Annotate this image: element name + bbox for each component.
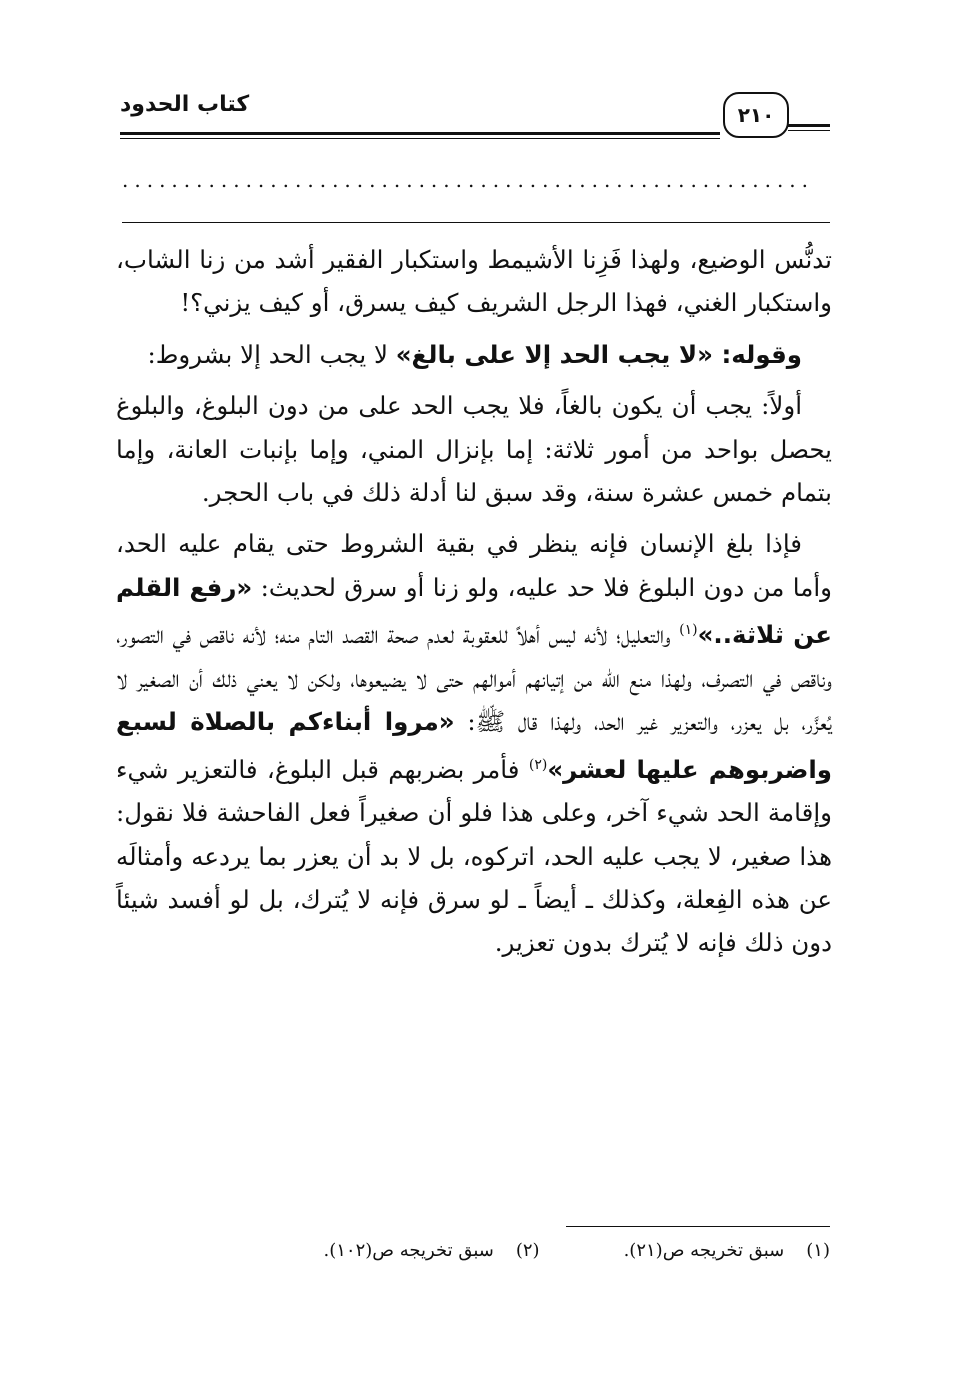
paragraph <box>116 333 832 376</box>
divider <box>122 222 830 223</box>
text: لا يجب الحد إلا بشروط: <box>147 339 396 369</box>
footnotes <box>200 1240 830 1261</box>
paragraph: تدنُّس الوضيع، ولهذا فَزِنا الأشيمط واستكبار الفقير أشد من زنا الشاب، واستكبار الغني، فهذا الرجل الشريف كيف يسرق، أو كيف يزني؟! <box>116 245 832 318</box>
footnote-divider <box>566 1226 830 1227</box>
book-title: كتاب الحدود <box>120 92 250 117</box>
footnote-text: سبق تخريجه ص(١٠٢). <box>323 1240 494 1261</box>
bold-lead: وقوله: <box>712 339 802 369</box>
footnote <box>323 1240 539 1261</box>
header-rule <box>788 124 830 127</box>
text: فأمر بضربهم قبل البلوغ، فالتعزير شيء وإقامة الحد شيء آخر، وعلى هذا فلو أن صغيراً فعل الفاحشة فلا نقول: هذا صغير، لا يجب عليه الحد، اتركوه، بل لا بد أن يعزر بما يردعه وأمثالَه عن هذه الفِعلة، وكذلك ـ أيضاً ـ لو سرق فإنه لا يُترك، بل لو أفسد شيئاً دون ذلك فإنه لا يُترك بدون تعزير. <box>116 754 832 958</box>
footnote-ref[interactable]: (١) <box>679 622 698 639</box>
header-rule <box>788 130 830 131</box>
text: فإذا بلغ الإنسان فإنه ينظر في بقية الشروط حتى يقام عليه الحد، وأما من دون البلوغ فلا حد عليه، ولو زنا أو سرق لحديث: <box>116 529 832 602</box>
footnote-number: (١) <box>806 1240 830 1261</box>
bold-quote: «لا يجب الحد إلا على بالغ» <box>395 339 713 369</box>
hadith-quote: «رفع القلم عن ثلاثة..» <box>116 572 832 650</box>
paragraph: أولاً: يجب أن يكون بالغاً، فلا يجب الحد على من دون البلوغ، والبلوغ يحصل بواحد من أمور ثلاثة: إما بإنزال المني، وإما بإنبات العانة، وإما بتمام خمس عشرة سنة، وقد سبق لنا أدلة ذلك في باب الحجر. <box>116 391 832 508</box>
footnote-text: سبق تخريجه ص(٢١). <box>623 1240 785 1261</box>
header-rule <box>120 132 720 135</box>
page-header <box>120 88 830 140</box>
footnote-ref[interactable]: (٢) <box>528 756 548 773</box>
footnote-number: (٢) <box>515 1240 540 1261</box>
footnote <box>624 1240 830 1261</box>
dotted-separator: ........................................................ <box>122 168 815 192</box>
page-number: ٢١٠ <box>723 92 789 138</box>
header-rule <box>120 138 720 139</box>
paragraph <box>116 522 832 964</box>
text: والتعليل؛ لأنه ليس أهلاً للعقوبة لعدم صحة القصد التام منه؛ لأنه ناقص في التصور، وناقص في التصرف، ولهذا منع الله من إتيانهم أموالهم حتى لا يضيعوها، ولكن لا يعني ذلك أن الصغير لا يُعزَّر، بل يعزر، والتعزير غير الحد، ولهذا قال ﷺ: <box>116 620 832 737</box>
page-body <box>116 238 832 973</box>
hadith-quote: «مروا أبناءكم بالصلاة لسبع واضربوهم عليها لعشر» <box>116 707 832 784</box>
